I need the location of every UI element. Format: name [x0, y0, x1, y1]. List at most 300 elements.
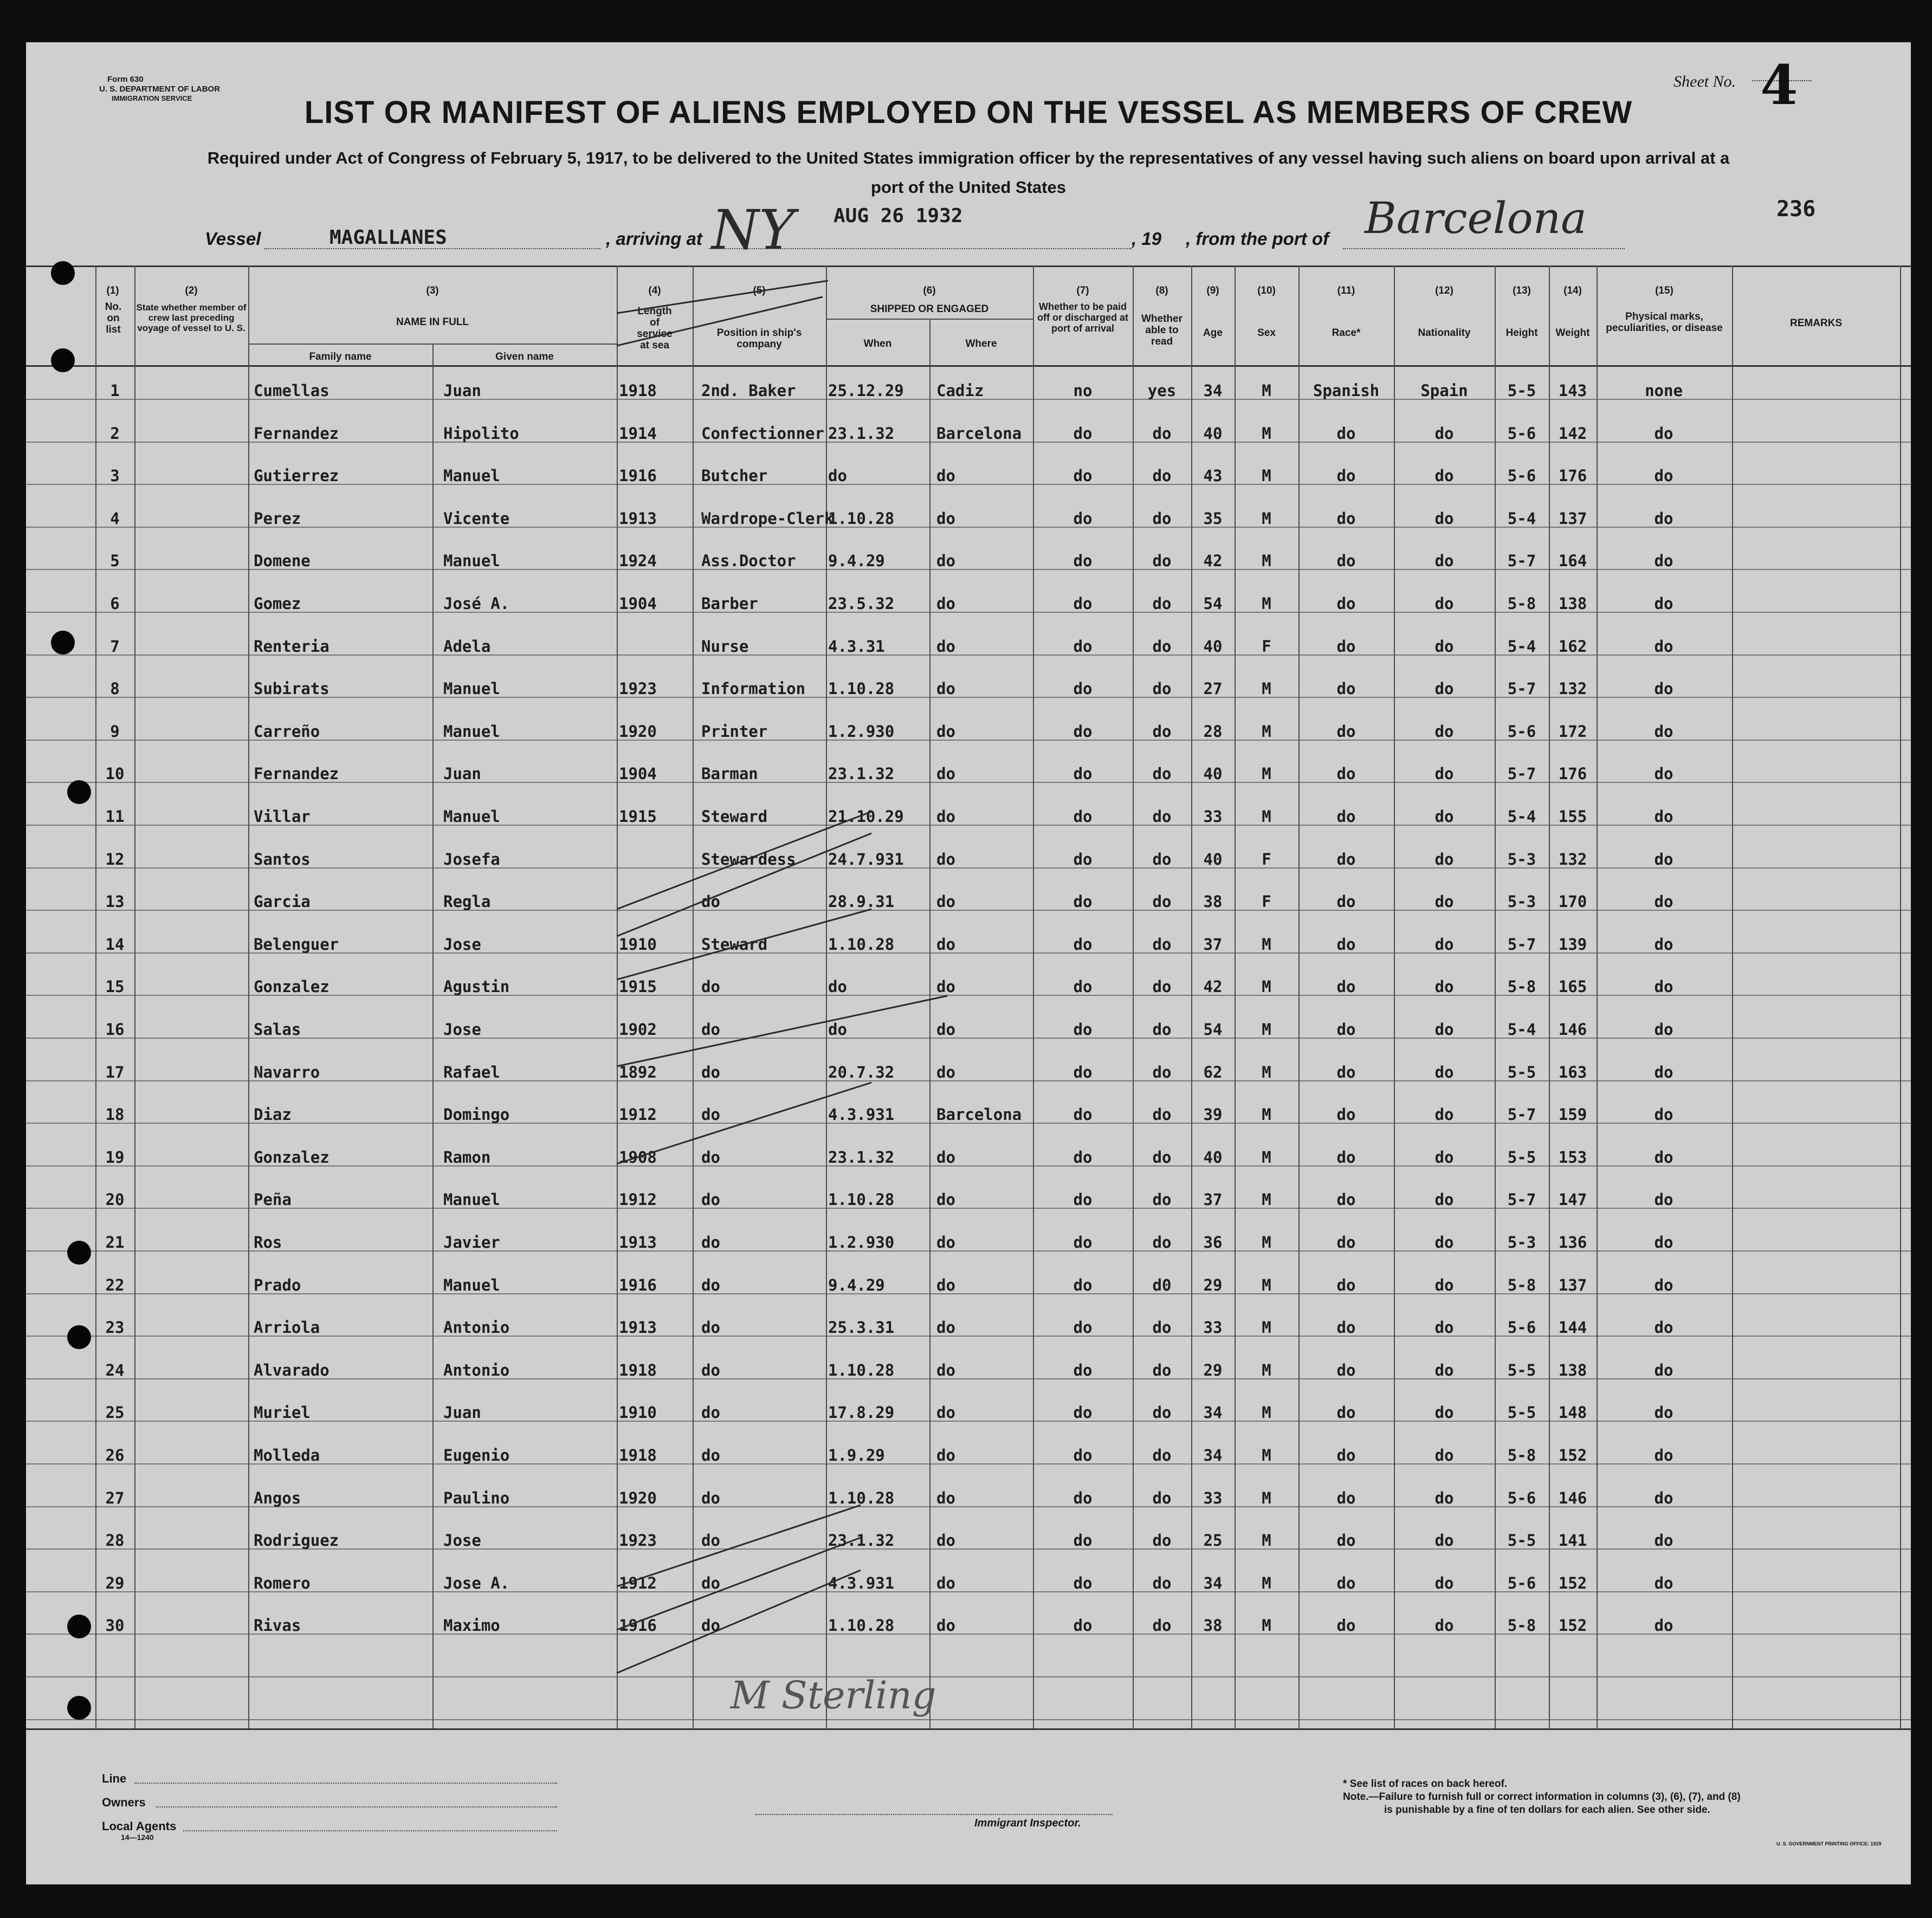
- footer-owners-underline: [156, 1806, 557, 1807]
- cell-race: do: [1336, 1446, 1356, 1465]
- cell-age: 39: [1203, 1105, 1223, 1124]
- col12-num: (12): [1435, 285, 1453, 296]
- check-stroke: [617, 1083, 871, 1164]
- cell-marks: do: [1654, 1020, 1673, 1039]
- cell-service: 1913: [619, 1233, 657, 1252]
- cell-sex: F: [1262, 892, 1271, 911]
- subtitle-line1: Required under Act of Congress of February 5, 1917, to be delivered to the United States immigration officer by the representatives of any vessel having such aliens on board upon arrival at a: [207, 148, 1730, 167]
- cell-height: 5-7: [1507, 552, 1536, 570]
- cell-service: 1924: [619, 552, 657, 570]
- cell-position: Wardrope-Clerk: [701, 509, 834, 528]
- cell-no: 8: [110, 679, 120, 698]
- cell-race: Spanish: [1313, 381, 1380, 400]
- cell-where: do: [936, 466, 955, 485]
- cell-marks: do: [1654, 552, 1673, 570]
- cell-family: Arriola: [254, 1318, 320, 1337]
- cell-read: do: [1152, 722, 1172, 741]
- check-stroke: [617, 909, 871, 980]
- cell-read: do: [1152, 466, 1172, 485]
- cell-height: 5-5: [1507, 1361, 1536, 1379]
- check-stroke: [617, 812, 871, 909]
- cell-where: do: [936, 722, 955, 741]
- cell-paid: do: [1073, 1489, 1093, 1507]
- cell-family: Rodriguez: [254, 1531, 339, 1550]
- binder-hole: [51, 261, 75, 285]
- cell-paid: do: [1073, 509, 1093, 528]
- cell-no: 21: [105, 1233, 125, 1252]
- cell-marks: do: [1654, 850, 1673, 869]
- note-text1: —Failure to furnish full or correct information in columns (3), (6), (7), and (8): [1368, 1791, 1741, 1803]
- footer-agents-code: 14—1240: [121, 1833, 154, 1842]
- cell-race: do: [1336, 679, 1356, 698]
- cell-family: Domene: [254, 552, 311, 570]
- cell-family: Cumellas: [254, 381, 329, 400]
- cell-where: Barcelona: [936, 1105, 1022, 1124]
- cell-age: 62: [1203, 1063, 1223, 1081]
- vessel-label: Vessel: [205, 229, 261, 249]
- cell-when: 1.10.28: [828, 1616, 895, 1635]
- cell-read: do: [1152, 509, 1172, 528]
- cell-race: do: [1336, 1403, 1356, 1422]
- cell-nationality: do: [1435, 1233, 1454, 1252]
- cell-age: 40: [1203, 1148, 1223, 1167]
- cell-when: 25.3.31: [828, 1318, 895, 1337]
- cell-when: 4.3.931: [828, 1105, 895, 1124]
- cell-given: Manuel: [443, 722, 500, 741]
- cell-paid: do: [1073, 1574, 1093, 1592]
- cell-race: do: [1336, 1489, 1356, 1507]
- cell-position: do: [701, 1489, 720, 1507]
- cell-height: 5-3: [1507, 850, 1536, 869]
- cell-race: do: [1336, 850, 1356, 869]
- cell-service: 1920: [619, 722, 657, 741]
- cell-sex: M: [1262, 1020, 1271, 1039]
- cell-age: 42: [1203, 552, 1223, 570]
- cell-height: 5-4: [1507, 1020, 1536, 1039]
- cell-no: 25: [105, 1403, 125, 1422]
- cell-position: do: [701, 977, 720, 996]
- cell-given: Paulino: [443, 1489, 510, 1507]
- cell-nationality: do: [1435, 1020, 1454, 1039]
- cell-weight: 155: [1558, 807, 1587, 826]
- cell-nationality: do: [1435, 764, 1454, 783]
- cell-sex: M: [1262, 679, 1271, 698]
- cell-where: Cadiz: [936, 381, 984, 400]
- cell-position: do: [701, 1063, 720, 1081]
- cell-given: Jose A.: [443, 1574, 510, 1592]
- cell-marks: do: [1654, 1148, 1673, 1167]
- cell-marks: do: [1654, 807, 1673, 826]
- cell-nationality: do: [1435, 1361, 1454, 1379]
- cell-read: do: [1152, 977, 1172, 996]
- cell-height: 5-5: [1507, 1531, 1536, 1550]
- col11-label: Race*: [1332, 327, 1361, 339]
- cell-given: Javier: [443, 1233, 500, 1252]
- cell-marks: do: [1654, 1403, 1673, 1422]
- footer-owners-label: Owners: [102, 1796, 146, 1809]
- cell-position: 2nd. Baker: [701, 381, 796, 400]
- binder-hole: [67, 1615, 91, 1638]
- cell-no: 11: [105, 807, 125, 826]
- cell-sex: F: [1262, 850, 1271, 869]
- cell-read: do: [1152, 1190, 1172, 1209]
- binder-hole: [67, 1325, 91, 1349]
- cell-when: 23.1.32: [828, 424, 895, 443]
- cell-no: 30: [105, 1616, 125, 1635]
- cell-nationality: do: [1435, 722, 1454, 741]
- cell-sex: M: [1262, 466, 1271, 485]
- cell-sex: M: [1262, 1276, 1271, 1294]
- cell-sex: M: [1262, 1063, 1271, 1081]
- cell-read: do: [1152, 807, 1172, 826]
- cell-marks: do: [1654, 1063, 1673, 1081]
- cell-marks: do: [1654, 509, 1673, 528]
- cell-where: do: [936, 1063, 955, 1081]
- cell-sex: M: [1262, 1446, 1271, 1465]
- cell-when: do: [828, 977, 847, 996]
- cell-no: 5: [110, 552, 120, 570]
- cell-given: Antonio: [443, 1318, 510, 1337]
- cell-position: Steward: [701, 807, 768, 826]
- cell-family: Belenguer: [254, 935, 339, 954]
- cell-given: Juan: [443, 764, 481, 783]
- cell-marks: do: [1654, 1446, 1673, 1465]
- cell-position: Stewardess: [701, 850, 796, 869]
- cell-paid: do: [1073, 1531, 1093, 1550]
- cell-when: 20.7.32: [828, 1063, 895, 1081]
- cell-when: 9.4.29: [828, 552, 885, 570]
- cell-sex: M: [1262, 509, 1271, 528]
- cell-race: do: [1336, 935, 1356, 954]
- cell-weight: 141: [1558, 1531, 1587, 1550]
- footer-agents-label: Local Agents: [102, 1819, 177, 1833]
- cell-marks: do: [1654, 1105, 1673, 1124]
- cell-given: Hipolito: [443, 424, 519, 443]
- cell-position: do: [701, 892, 720, 911]
- cell-paid: do: [1073, 1233, 1093, 1252]
- cell-paid: do: [1073, 594, 1093, 613]
- cell-service: 1918: [619, 381, 657, 400]
- cell-age: 34: [1203, 1446, 1223, 1465]
- check-stroke: [617, 996, 947, 1066]
- cell-marks: do: [1654, 1574, 1673, 1592]
- cell-no: 9: [110, 722, 120, 741]
- cell-age: 34: [1203, 1574, 1223, 1592]
- cell-given: Rafael: [443, 1063, 500, 1081]
- cell-weight: 165: [1558, 977, 1587, 996]
- cell-family: Ros: [254, 1233, 282, 1252]
- cell-service: 1923: [619, 679, 657, 698]
- cell-family: Salas: [254, 1020, 301, 1039]
- cell-sex: M: [1262, 1233, 1271, 1252]
- cell-nationality: do: [1435, 424, 1454, 443]
- cell-height: 5-4: [1507, 807, 1536, 826]
- cell-nationality: do: [1435, 807, 1454, 826]
- col14-num: (14): [1563, 285, 1582, 296]
- cell-nationality: do: [1435, 1148, 1454, 1167]
- col10-num: (10): [1257, 285, 1276, 296]
- form-number: Form 630: [107, 75, 144, 84]
- cell-family: Gomez: [254, 594, 301, 613]
- cell-weight: 136: [1558, 1233, 1587, 1252]
- cell-read: do: [1152, 1616, 1172, 1635]
- cell-paid: do: [1073, 552, 1093, 570]
- cell-paid: do: [1073, 1403, 1093, 1422]
- cell-read: do: [1152, 1148, 1172, 1167]
- cell-where: do: [936, 892, 955, 911]
- cell-family: Prado: [254, 1276, 301, 1294]
- cell-where: do: [936, 509, 955, 528]
- cell-weight: 132: [1558, 679, 1587, 698]
- cell-family: Molleda: [254, 1446, 320, 1465]
- department: U. S. DEPARTMENT OF LABOR: [99, 85, 221, 94]
- cell-age: 40: [1203, 424, 1223, 443]
- sheet-label: Sheet No.: [1673, 73, 1736, 90]
- cell-age: 33: [1203, 807, 1223, 826]
- note-races: * See list of races on back hereof.: [1343, 1778, 1508, 1790]
- cell-read: do: [1152, 594, 1172, 613]
- year-label: , 19: [1132, 229, 1162, 249]
- cell-family: Muriel: [254, 1403, 311, 1422]
- cell-age: 40: [1203, 850, 1223, 869]
- cell-sex: M: [1262, 594, 1271, 613]
- remarks-label: REMARKS: [1789, 317, 1843, 329]
- cell-family: Renteria: [254, 637, 329, 656]
- cell-weight: 139: [1558, 935, 1587, 954]
- cell-marks: do: [1654, 892, 1673, 911]
- subtitle-line2: port of the United States: [871, 178, 1066, 197]
- cell-race: do: [1336, 1063, 1356, 1081]
- cell-height: 5-8: [1507, 1446, 1536, 1465]
- cell-race: do: [1336, 1616, 1356, 1635]
- cell-no: 19: [105, 1148, 125, 1167]
- cell-age: 33: [1203, 1489, 1223, 1507]
- cell-nationality: do: [1435, 977, 1454, 996]
- cell-nationality: do: [1435, 892, 1454, 911]
- cell-where: do: [936, 637, 955, 656]
- cell-race: do: [1336, 1361, 1356, 1379]
- note-prefix: Note.: [1343, 1791, 1369, 1803]
- cell-service: 1912: [619, 1190, 657, 1209]
- cell-height: 5-5: [1507, 381, 1536, 400]
- cell-given: Jose: [443, 935, 481, 954]
- cell-sex: F: [1262, 637, 1271, 656]
- cell-no: 27: [105, 1489, 125, 1507]
- cell-sex: M: [1262, 1531, 1271, 1550]
- cell-service: 1904: [619, 764, 657, 783]
- cell-sex: M: [1262, 1489, 1271, 1507]
- cell-position: do: [701, 1403, 720, 1422]
- cell-height: 5-8: [1507, 594, 1536, 613]
- cell-given: Maximo: [443, 1616, 500, 1635]
- cell-where: do: [936, 1361, 955, 1379]
- cell-weight: 172: [1558, 722, 1587, 741]
- cell-height: 5-7: [1507, 935, 1536, 954]
- col6-num: (6): [923, 285, 936, 296]
- cell-no: 15: [105, 977, 125, 996]
- cell-nationality: do: [1435, 1063, 1454, 1081]
- cell-no: 22: [105, 1276, 125, 1294]
- cell-weight: 143: [1558, 381, 1587, 400]
- cell-race: do: [1336, 1020, 1356, 1039]
- cell-where: do: [936, 1148, 955, 1167]
- cell-where: do: [936, 935, 955, 954]
- col8-num: (8): [1155, 285, 1168, 296]
- cell-nationality: do: [1435, 1616, 1454, 1635]
- manifest-sheet: [26, 42, 1911, 1884]
- cell-position: do: [701, 1318, 720, 1337]
- cell-position: Printer: [701, 722, 768, 741]
- cell-when: 1.10.28: [828, 679, 895, 698]
- cell-age: 28: [1203, 722, 1223, 741]
- col9-num: (9): [1206, 285, 1219, 296]
- cell-height: 5-4: [1507, 509, 1536, 528]
- cell-race: do: [1336, 594, 1356, 613]
- cell-paid: do: [1073, 935, 1093, 954]
- binder-hole: [67, 1696, 91, 1720]
- cell-marks: do: [1654, 679, 1673, 698]
- cell-race: do: [1336, 424, 1356, 443]
- cell-paid: do: [1073, 807, 1093, 826]
- cell-when: 1.10.28: [828, 509, 895, 528]
- cell-sex: M: [1262, 977, 1271, 996]
- signature: M Sterling: [731, 1673, 936, 1718]
- cell-where: do: [936, 850, 955, 869]
- cell-where: do: [936, 1574, 955, 1592]
- cell-family: Garcia: [254, 892, 311, 911]
- cell-nationality: do: [1435, 1190, 1454, 1209]
- cell-race: do: [1336, 892, 1356, 911]
- cell-paid: do: [1073, 1616, 1093, 1635]
- cell-where: do: [936, 764, 955, 783]
- check-stroke: [617, 833, 871, 936]
- cell-paid: do: [1073, 850, 1093, 869]
- cell-family: Gonzalez: [254, 977, 329, 996]
- from-port: Barcelona: [1365, 193, 1587, 243]
- arriving-label: , arriving at: [606, 229, 702, 249]
- cell-position: Confectionner: [701, 424, 824, 443]
- cell-marks: do: [1654, 594, 1673, 613]
- cell-height: 5-3: [1507, 892, 1536, 911]
- inspector-underline: [755, 1814, 1113, 1815]
- cell-family: Fernandez: [254, 764, 339, 783]
- cell-nationality: do: [1435, 552, 1454, 570]
- cell-service: 1892: [619, 1063, 657, 1081]
- cell-where: do: [936, 1531, 955, 1550]
- cell-read: do: [1152, 1318, 1172, 1337]
- cell-age: 27: [1203, 679, 1223, 698]
- cell-position: do: [701, 1531, 720, 1550]
- cell-weight: 152: [1558, 1616, 1587, 1635]
- cell-weight: 176: [1558, 466, 1587, 485]
- col4-num: (4): [648, 285, 661, 296]
- cell-no: 4: [110, 509, 120, 528]
- cell-weight: 152: [1558, 1574, 1587, 1592]
- cell-sex: M: [1262, 722, 1271, 741]
- cell-paid: do: [1073, 1148, 1093, 1167]
- cell-height: 5-7: [1507, 679, 1536, 698]
- cell-position: do: [701, 1361, 720, 1379]
- cell-paid: do: [1073, 1276, 1093, 1294]
- cell-marks: do: [1654, 977, 1673, 996]
- cell-race: do: [1336, 1574, 1356, 1592]
- cell-no: 28: [105, 1531, 125, 1550]
- cell-where: do: [936, 1403, 955, 1422]
- cell-age: 43: [1203, 466, 1223, 485]
- footer-line-label: Line: [102, 1772, 127, 1785]
- cell-family: Peña: [254, 1190, 292, 1209]
- cell-sex: M: [1262, 1616, 1271, 1635]
- cell-service: 1918: [619, 1446, 657, 1465]
- arriving-port: NY: [712, 198, 795, 262]
- cell-nationality: do: [1435, 1531, 1454, 1550]
- cell-weight: 153: [1558, 1148, 1587, 1167]
- page-code: 236: [1776, 197, 1816, 222]
- cell-position: Ass.Doctor: [701, 552, 796, 570]
- cell-when: do: [828, 1020, 847, 1039]
- cell-height: 5-6: [1507, 466, 1536, 485]
- cell-read: do: [1152, 552, 1172, 570]
- cell-position: do: [701, 1233, 720, 1252]
- col15-label: Physical marks, peculiarities, or disease: [1606, 311, 1723, 334]
- cell-race: do: [1336, 722, 1356, 741]
- cell-marks: do: [1654, 1531, 1673, 1550]
- cell-when: 1.2.930: [828, 1233, 895, 1252]
- cell-paid: do: [1073, 1105, 1093, 1124]
- cell-nationality: do: [1435, 679, 1454, 698]
- cell-sex: M: [1262, 1574, 1271, 1592]
- cell-nationality: do: [1435, 466, 1454, 485]
- cell-race: do: [1336, 1148, 1356, 1167]
- cell-sex: M: [1262, 552, 1271, 570]
- cell-read: do: [1152, 935, 1172, 954]
- cell-family: Angos: [254, 1489, 301, 1507]
- cell-family: Santos: [254, 850, 311, 869]
- cell-when: 1.9.29: [828, 1446, 885, 1465]
- cell-weight: 142: [1558, 424, 1587, 443]
- cell-race: do: [1336, 1233, 1356, 1252]
- cell-sex: M: [1262, 1318, 1271, 1337]
- cell-age: 54: [1203, 1020, 1223, 1039]
- cell-when: 1.2.930: [828, 722, 895, 741]
- cell-age: 40: [1203, 764, 1223, 783]
- cell-given: Adela: [443, 637, 491, 656]
- cell-read: do: [1152, 424, 1172, 443]
- sheet-number: 4: [1760, 53, 1798, 117]
- cell-nationality: do: [1435, 1318, 1454, 1337]
- from-label: , from the port of: [1186, 229, 1329, 249]
- cell-race: do: [1336, 552, 1356, 570]
- cell-where: do: [936, 552, 955, 570]
- cell-given: Josefa: [443, 850, 500, 869]
- cell-family: Romero: [254, 1574, 311, 1592]
- cell-marks: do: [1654, 1616, 1673, 1635]
- cell-no: 3: [110, 466, 120, 485]
- cell-where: do: [936, 1489, 955, 1507]
- cell-paid: do: [1073, 637, 1093, 656]
- cell-service: 1902: [619, 1020, 657, 1039]
- cell-service: 1908: [619, 1148, 657, 1167]
- cell-given: Regla: [443, 892, 491, 911]
- cell-paid: do: [1073, 1020, 1093, 1039]
- cell-weight: 138: [1558, 1361, 1587, 1379]
- cell-paid: do: [1073, 1318, 1093, 1337]
- cell-sex: M: [1262, 935, 1271, 954]
- col9-label: Age: [1203, 327, 1223, 339]
- cell-height: 5-8: [1507, 1616, 1536, 1635]
- col15-num: (15): [1655, 285, 1673, 296]
- binder-hole: [51, 631, 75, 655]
